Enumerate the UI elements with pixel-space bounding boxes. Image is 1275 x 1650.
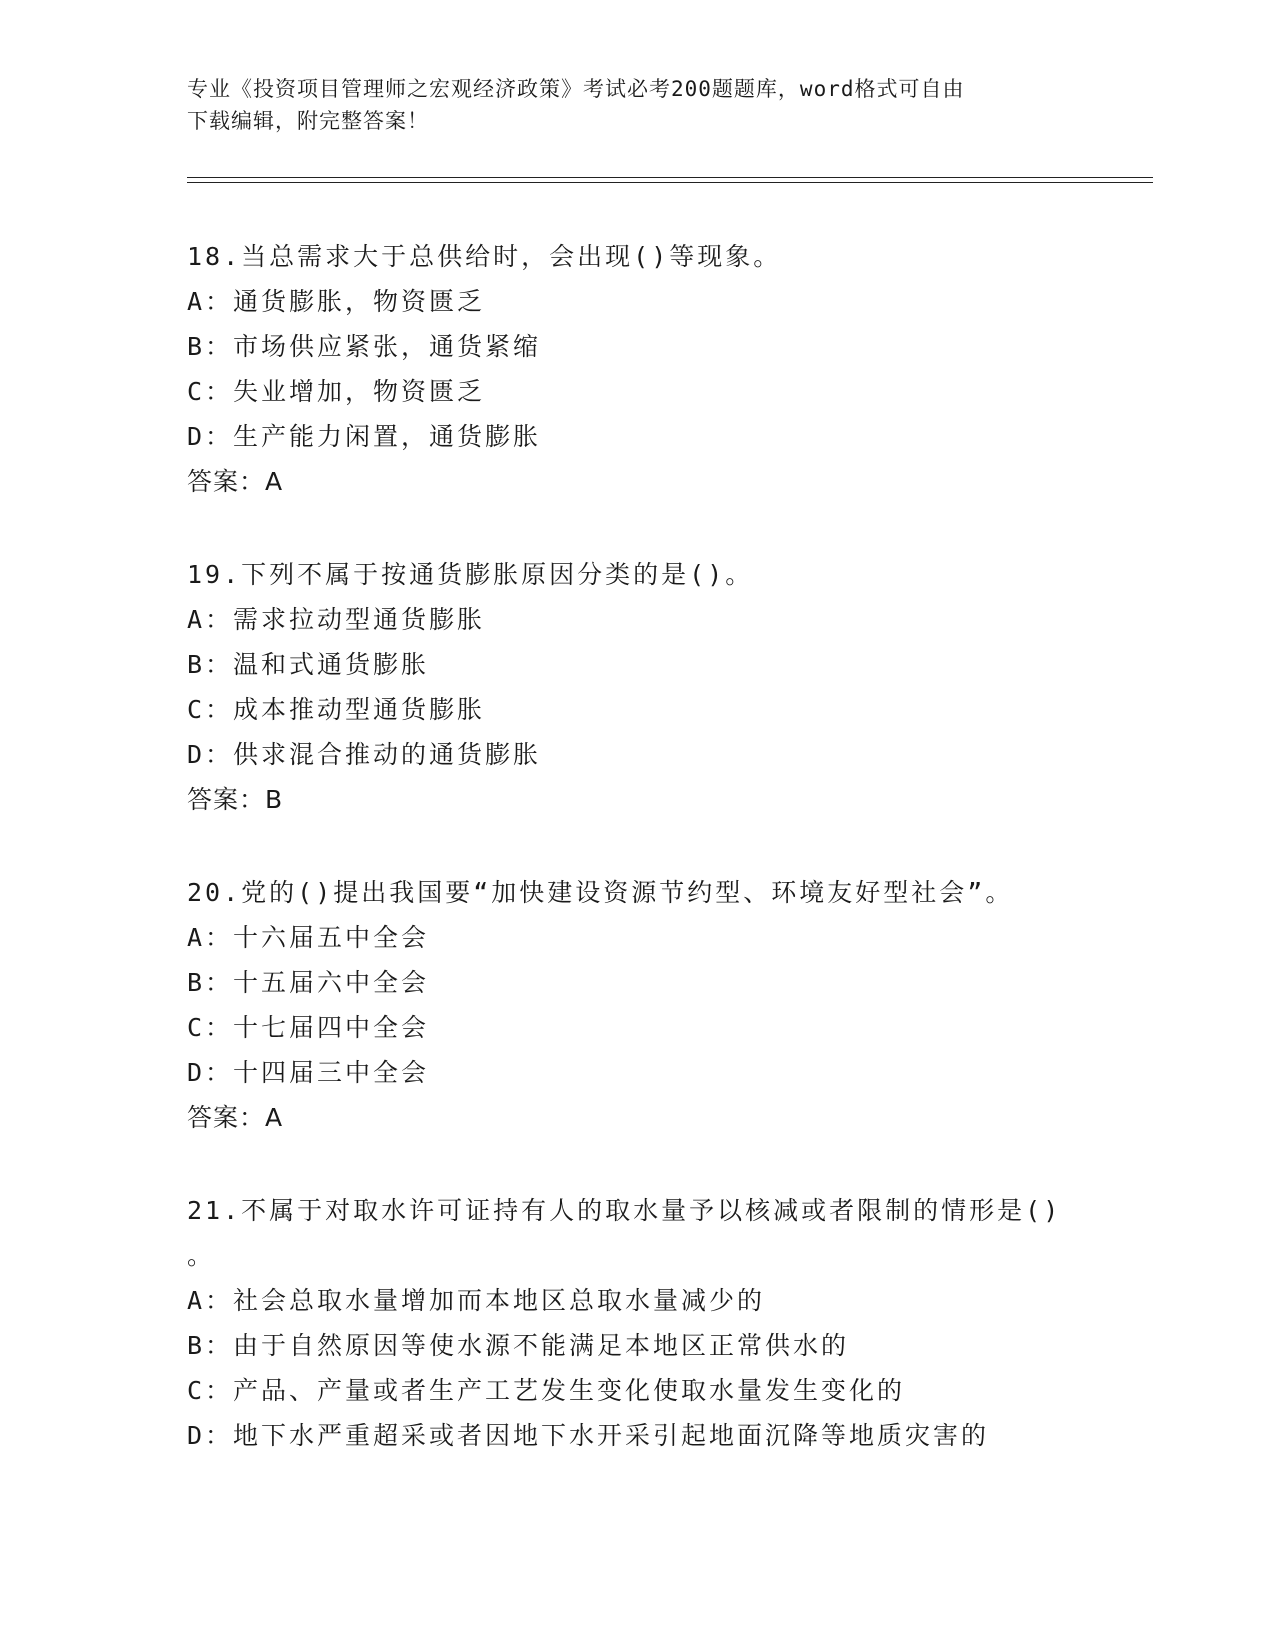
document-header	[187, 73, 1067, 137]
option-a: A：需求拉动型通货膨胀	[187, 605, 486, 634]
option-c: C：成本推动型通货膨胀	[187, 695, 486, 724]
question-stem: 19.下列不属于按通货膨胀原因分类的是()。	[187, 560, 754, 589]
option-c: C：失业增加，物资匮乏	[187, 377, 486, 406]
answer: 答案：A	[187, 467, 284, 496]
option-d: D：生产能力闲置，通货膨胀	[187, 422, 542, 451]
option-d: D：供求混合推动的通货膨胀	[187, 740, 542, 769]
question-stem-line-2: 。	[187, 1241, 216, 1270]
option-b: B：市场供应紧张，通货紧缩	[187, 332, 542, 361]
question-19	[187, 552, 1107, 822]
answer: 答案：A	[187, 1103, 284, 1132]
answer: 答案：B	[187, 785, 284, 814]
header-divider-top	[187, 177, 1153, 178]
option-c: C：产品、产量或者生产工艺发生变化使取水量发生变化的	[187, 1376, 906, 1405]
question-stem: 18.当总需求大于总供给时，会出现()等现象。	[187, 242, 782, 271]
option-d: D：地下水严重超采或者因地下水开采引起地面沉降等地质灾害的	[187, 1421, 990, 1450]
header-line-2: 下载编辑，附完整答案！	[187, 109, 429, 133]
option-d: D：十四届三中全会	[187, 1058, 430, 1087]
question-20	[187, 870, 1107, 1140]
option-a: A：十六届五中全会	[187, 923, 430, 952]
question-18	[187, 234, 1107, 504]
option-c: C：十七届四中全会	[187, 1013, 430, 1042]
question-stem-line-1: 21.不属于对取水许可证持有人的取水量予以核减或者限制的情形是()	[187, 1196, 1062, 1225]
question-21	[187, 1188, 1107, 1458]
option-b: B：十五届六中全会	[187, 968, 430, 997]
header-line-1: 专业《投资项目管理师之宏观经济政策》考试必考200题题库，word格式可自由	[187, 77, 965, 101]
header-divider-bottom	[187, 182, 1153, 183]
question-stem: 20.党的()提出我国要“加快建设资源节约型、环境友好型社会”。	[187, 878, 1014, 907]
option-b: B：由于自然原因等使水源不能满足本地区正常供水的	[187, 1331, 850, 1360]
option-a: A：社会总取水量增加而本地区总取水量减少的	[187, 1286, 766, 1315]
option-a: A：通货膨胀，物资匮乏	[187, 287, 486, 316]
option-b: B：温和式通货膨胀	[187, 650, 430, 679]
